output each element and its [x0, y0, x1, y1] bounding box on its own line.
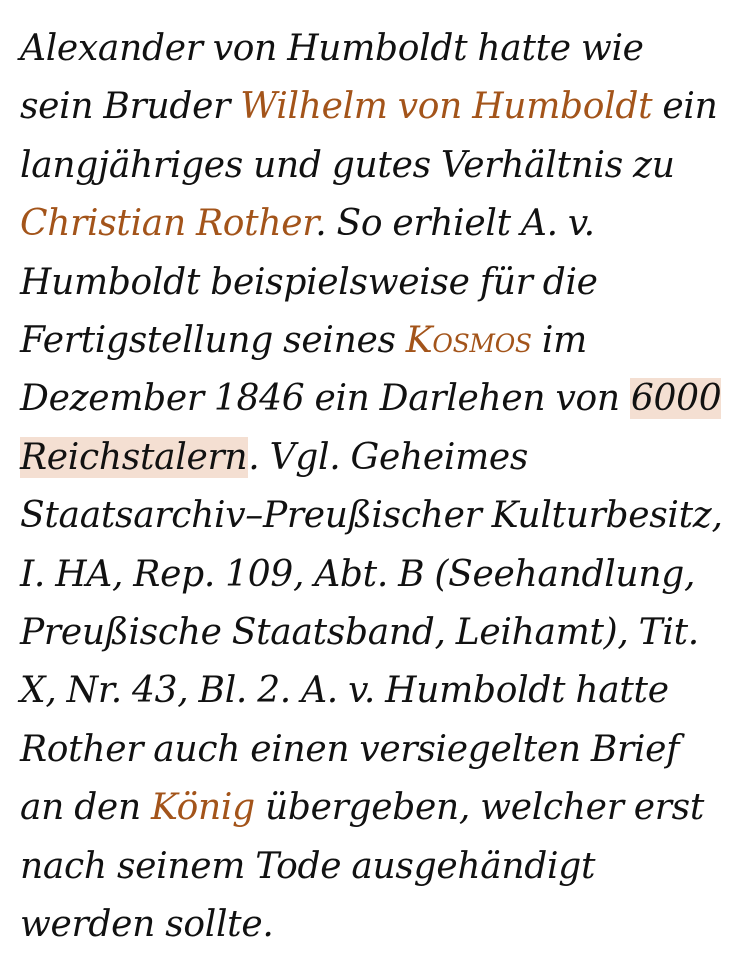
text-segment: im Dezember 1846 ein Darlehen von [20, 320, 630, 420]
link-wilhelm-von-humboldt[interactable]: Wilhelm von Humboldt [240, 86, 653, 128]
highlighted-amount: 6000 Reichstalern [20, 378, 722, 478]
link-christian-rother[interactable]: Christian Rother [20, 203, 316, 245]
link-koenig[interactable]: König [150, 787, 255, 829]
text-segment: . Vgl. Geheimes Staatsarchiv–Preußischer Kulturbesitz, I. HA, Rep. 109, Abt. B (Seehandlung, Preußische Staatsband, Leihamt), Tit. X, Nr. 43, Bl. 2. A. v. Humboldt hatte Rother auch einen versiegelten Brief an den [20, 436, 723, 829]
text-segment: Alexander von Humboldt hatte wie sein Bruder [20, 28, 644, 128]
link-kosmos[interactable]: Kosmos [405, 320, 532, 362]
footnote-paragraph [20, 20, 725, 955]
text-segment: übergeben, welcher erst nach seinem Tode ausgehändigt werden sollte. [20, 787, 704, 946]
text-segment: ein langjähriges und gutes Verhältnis zu [20, 86, 718, 186]
text-segment: . So erhielt A. v. Humboldt beispielsweise für die Fertigstellung seines [20, 203, 598, 362]
